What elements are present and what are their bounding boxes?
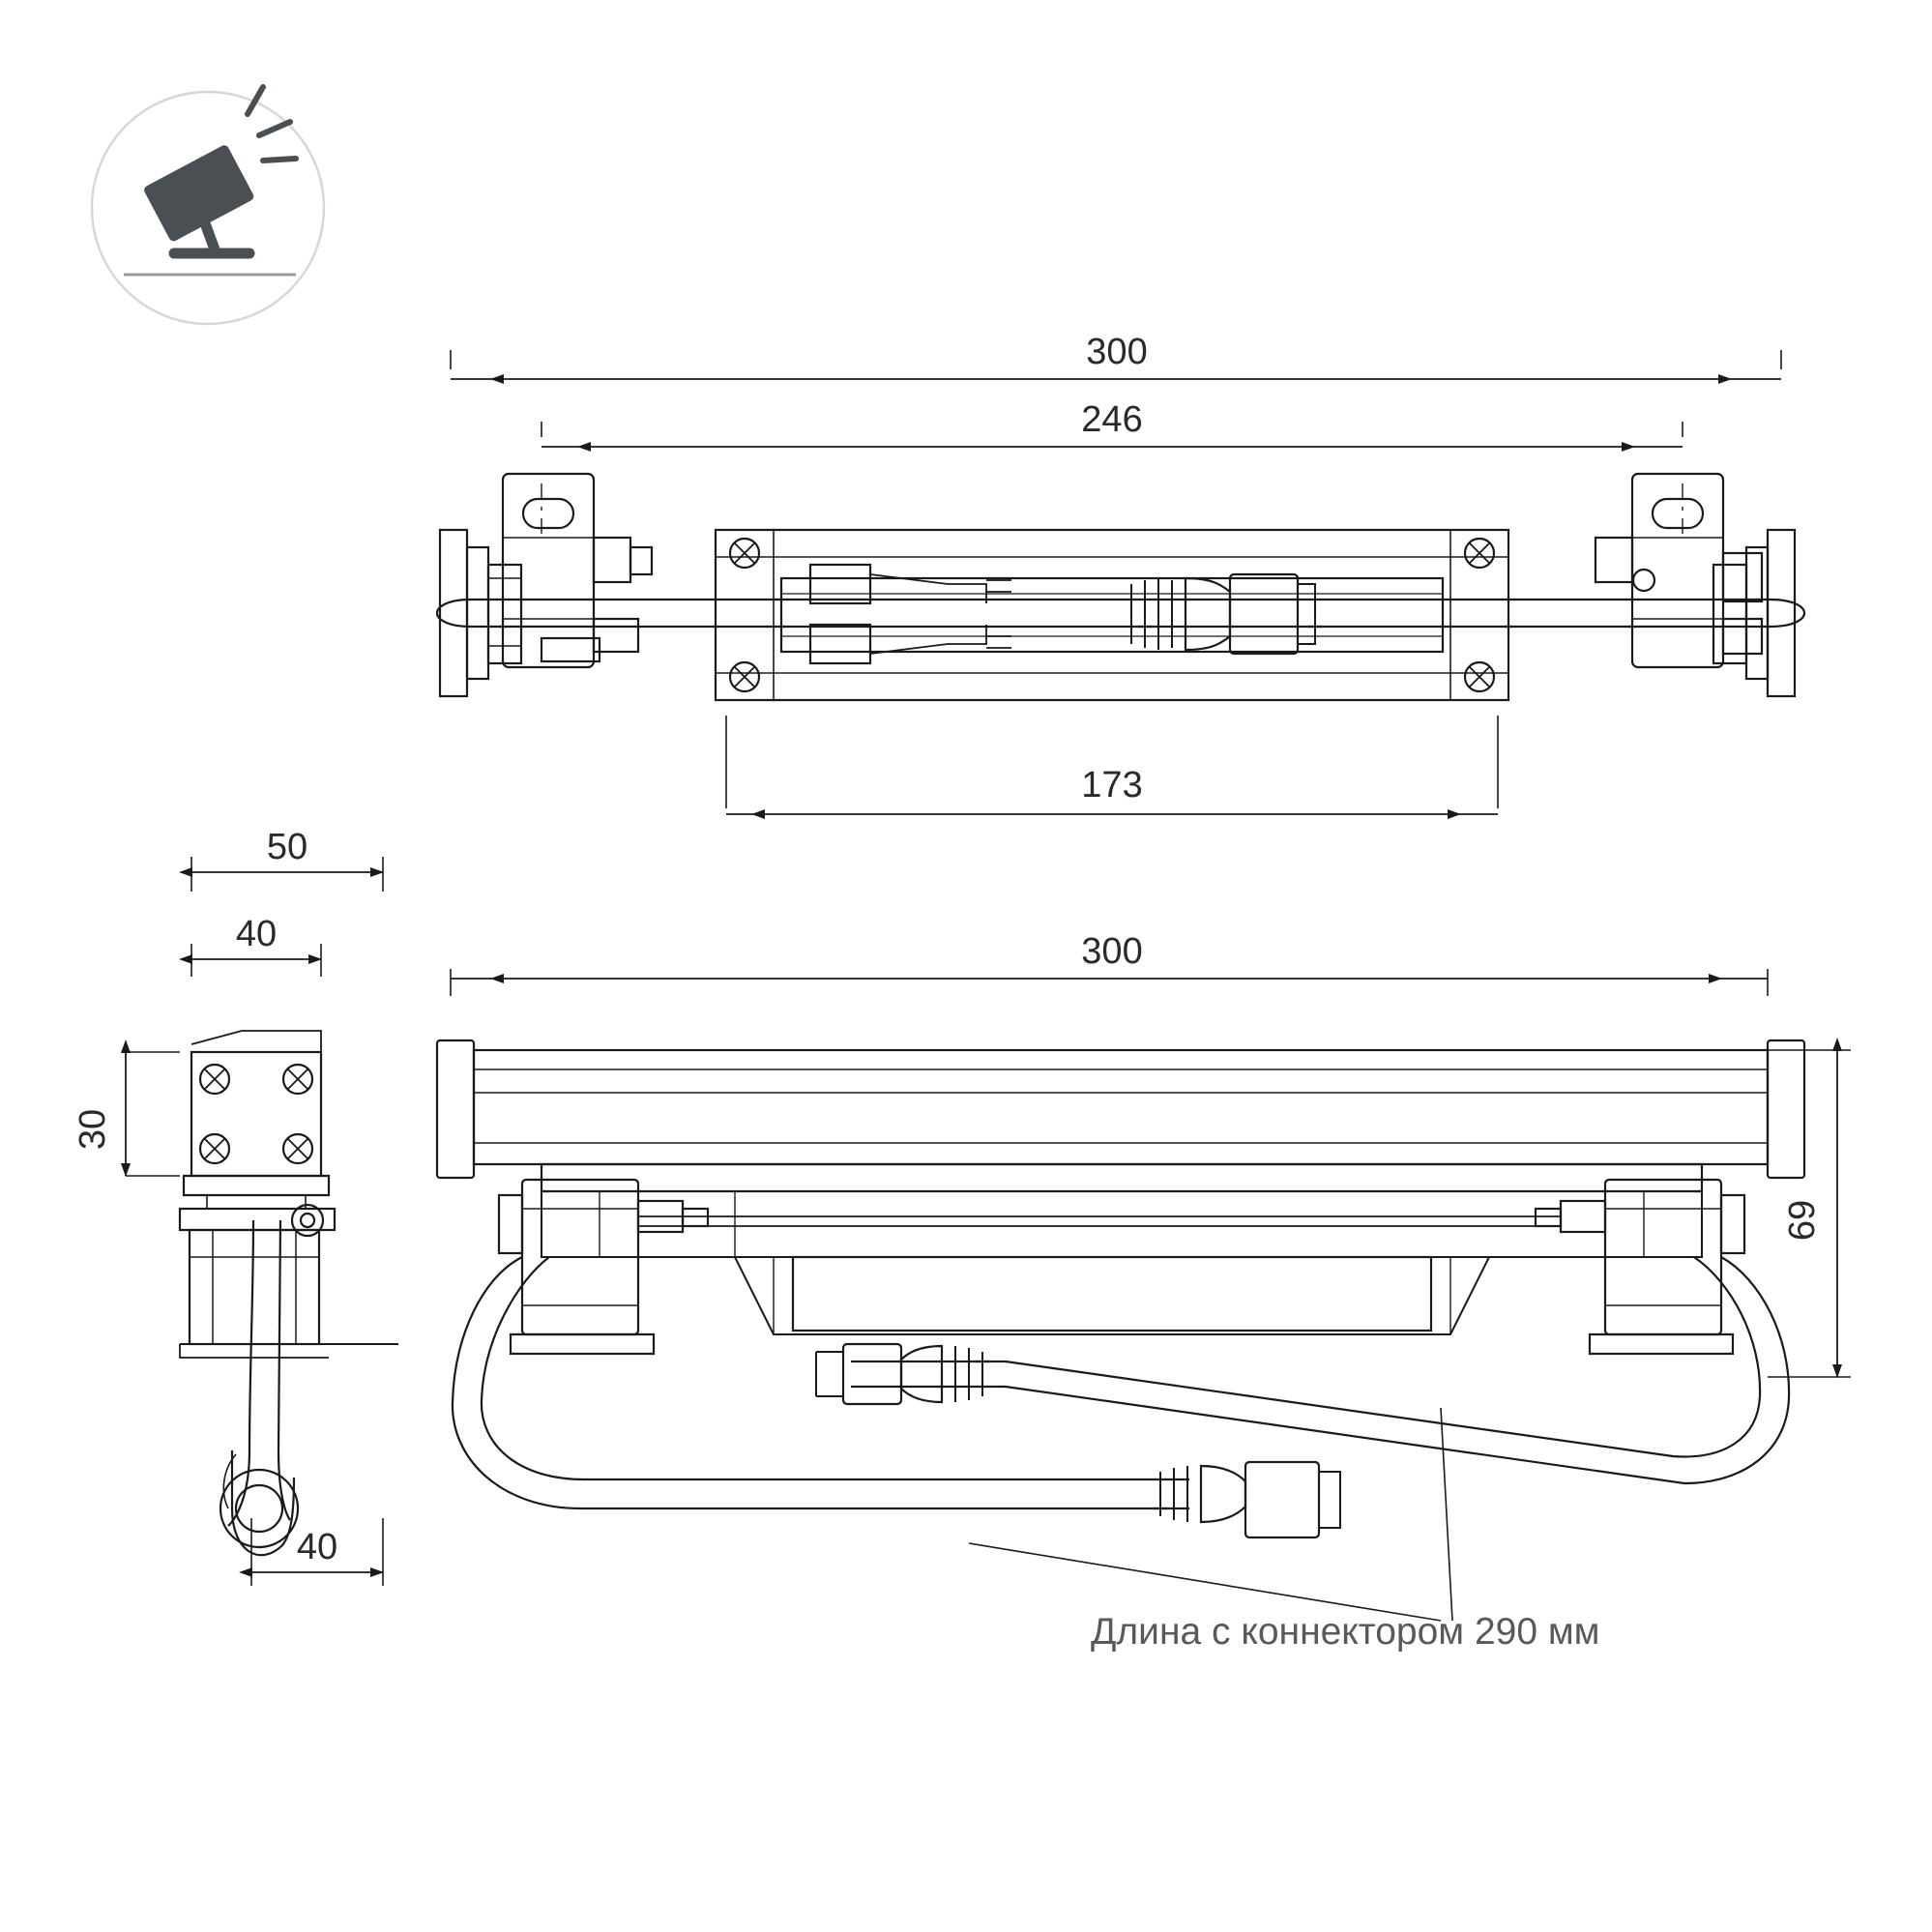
- spotlight-ground-mount-icon: [92, 87, 324, 324]
- dim-top-body-length: 173: [1081, 765, 1143, 805]
- screw-top-right: [1465, 539, 1494, 568]
- side-screw-bl: [200, 1134, 229, 1163]
- front-view: [437, 969, 1851, 1621]
- dim-side-bracket-height: 30: [73, 1108, 113, 1151]
- dim-side-base-width: 40: [296, 1527, 338, 1567]
- screw-top-left: [730, 539, 759, 568]
- side-screw-tl: [200, 1065, 229, 1094]
- dim-side-bracket-width: 40: [235, 914, 278, 954]
- connector-length-note: Длина с коннектором 290 мм: [1091, 1611, 1600, 1653]
- dim-front-overall-length: 300: [1081, 931, 1143, 972]
- side-view: [126, 857, 398, 1586]
- dim-top-overall-length: 300: [1086, 332, 1148, 372]
- screw-bottom-right: [1465, 662, 1494, 691]
- dim-front-overall-height: 69: [1782, 1199, 1823, 1242]
- screw-bottom-left: [730, 662, 759, 691]
- side-screw-br: [283, 1134, 312, 1163]
- dim-top-bracket-span: 246: [1081, 399, 1143, 440]
- side-screw-tr: [283, 1065, 312, 1094]
- dim-side-overall-width: 50: [266, 827, 308, 867]
